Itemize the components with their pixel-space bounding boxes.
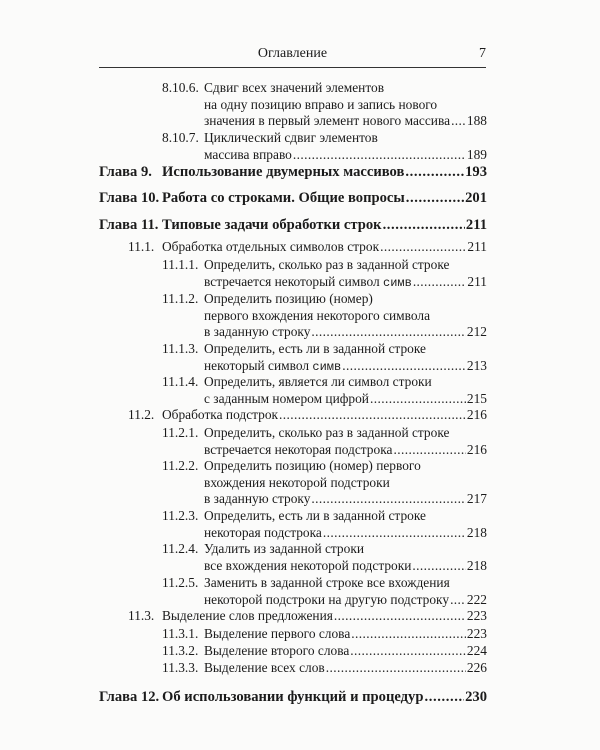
page-header [99,46,486,68]
leader-dots [311,491,466,508]
leader-dots [406,189,464,207]
section-number: 11.2. [128,407,155,422]
entry-title-line: в заданную строку [204,491,311,507]
chapter-number: Глава 9. [99,164,152,180]
entry-title-line: Выделение всех слов [204,660,325,675]
leader-dots [326,660,466,677]
code-symbol: симв [383,275,412,290]
leader-dots [351,626,466,643]
entry-page: 226 [466,660,487,675]
entry-title-line: Определить, сколько раз в заданной строке [204,257,450,272]
entry-page: 218 [466,524,487,540]
entry-title-line: первого вхождения некоторого символа [204,307,431,323]
entry-number: 11.1.2. [162,291,199,306]
section-number: 11.3. [128,608,155,623]
entry-number: 11.2.3. [162,508,199,523]
entry-title-line: Заменить в заданной строке все вхождения [204,575,450,590]
leader-dots [311,324,466,341]
entry-title-line: встречается некоторая подстрока [204,441,393,457]
entry-number: 11.2.2. [162,458,199,473]
entry-page: 216 [466,441,487,457]
chapter-page: 230 [465,689,487,705]
entry-number: 8.10.6. [162,80,199,95]
leader-dots [380,239,466,256]
leader-dots [383,216,465,234]
entry-page: 224 [466,643,487,658]
chapter-page: 201 [465,190,487,206]
section-page: 223 [466,608,487,623]
chapter-page: 211 [465,217,487,233]
entry-title-line: Определить, есть ли в заданной строке [204,508,426,523]
entry-number: 11.1.1. [162,257,199,272]
section-page: 211 [467,239,487,254]
leader-dots [334,608,466,625]
entry-title-line: некоторой подстроки на другую подстроку [204,591,450,607]
entry-title-line: Определить, является ли символ строки [204,374,432,389]
entry-title-line: Выделение второго слова [204,643,350,658]
entry-title-line: Удалить из заданной строки [204,541,364,556]
entry-number: 11.2.1. [162,425,199,440]
entry-page: 223 [466,626,487,641]
entry-title-line: вхождения некоторой подстроки [204,474,390,490]
entry-title-line: массива вправо [204,146,292,162]
chapter-number: Глава 10. [99,190,160,206]
leader-dots [412,558,466,575]
leader-dots [342,358,466,375]
entry-number: 11.1.4. [162,374,199,389]
leader-dots [393,442,465,459]
section-title: Обработка подстрок [162,407,279,422]
entry-title-line: на одну позицию вправо и запись нового [204,96,438,112]
entry-title-line: Определить позицию (номер) [204,291,373,306]
chapter-page: 193 [465,164,487,180]
leader-dots [450,592,466,609]
section-title: Выделение слов предложения [162,608,333,623]
entry-page: 215 [466,390,487,406]
entry-title-line: Циклический сдвиг элементов [204,130,378,145]
section-number: 11.1. [128,239,155,254]
entry-page: 222 [466,591,487,607]
entry-page: 212 [466,324,487,340]
entry-page: 211 [467,273,487,289]
section-page: 216 [466,407,487,422]
entry-title-line: все вхождения некоторой подстроки [204,557,412,573]
entry-title-line: некоторый символ [204,357,313,373]
entry-title-line: некоторая подстрока [204,524,322,540]
entry-number: 11.3.1. [162,626,199,641]
chapter-title: Типовые задачи обработки строк [162,217,382,233]
entry-title-line: значения в первый элемент нового массива [204,113,451,129]
entry-title-line: Определить, есть ли в заданной строке [204,341,426,356]
entry-page: 189 [466,146,487,162]
entry-title-line: Сдвиг всех значений элементов [204,80,385,95]
entry-page: 217 [466,491,487,507]
leader-dots [293,147,466,164]
entry-title-line: в заданную строку [204,324,311,340]
entry-number: 11.1.3. [162,341,199,356]
section-title: Обработка отдельных символов строк [162,239,380,254]
chapter-number: Глава 12. [99,689,160,705]
leader-dots [424,688,464,706]
header-rule [99,67,486,68]
entry-page: 213 [466,357,487,373]
entry-title-line: Определить, сколько раз в заданной строке [204,425,450,440]
leader-dots [405,163,464,181]
entry-page: 218 [466,557,487,573]
entry-title-line: с заданным номером цифрой [204,390,369,406]
chapter-number: Глава 11. [99,217,159,233]
entry-number: 11.3.2. [162,643,199,658]
entry-number: 11.2.5. [162,575,199,590]
leader-dots [279,407,466,424]
entry-title-line: Выделение первого слова [204,626,351,641]
leader-dots [451,113,466,130]
leader-dots [350,643,466,660]
running-title: Оглавление [257,46,328,61]
code-symbol: симв [312,359,342,374]
chapter-title: Об использовании функций и процедур [162,689,424,705]
page-number: 7 [479,46,486,61]
entry-page: 188 [466,113,487,129]
chapter-title: Использование двумерных массивов [162,164,405,180]
chapter-title: Работа со строками. Общие вопросы [162,190,405,206]
leader-dots [323,525,466,542]
leader-dots [413,274,467,291]
entry-title-line: встречается некоторый символ [204,273,383,289]
entry-title-line: Определить позицию (номер) первого [204,458,421,473]
entry-number: 8.10.7. [162,130,199,145]
entry-number: 11.3.3. [162,660,199,675]
leader-dots [370,391,466,408]
entry-number: 11.2.4. [162,541,199,556]
